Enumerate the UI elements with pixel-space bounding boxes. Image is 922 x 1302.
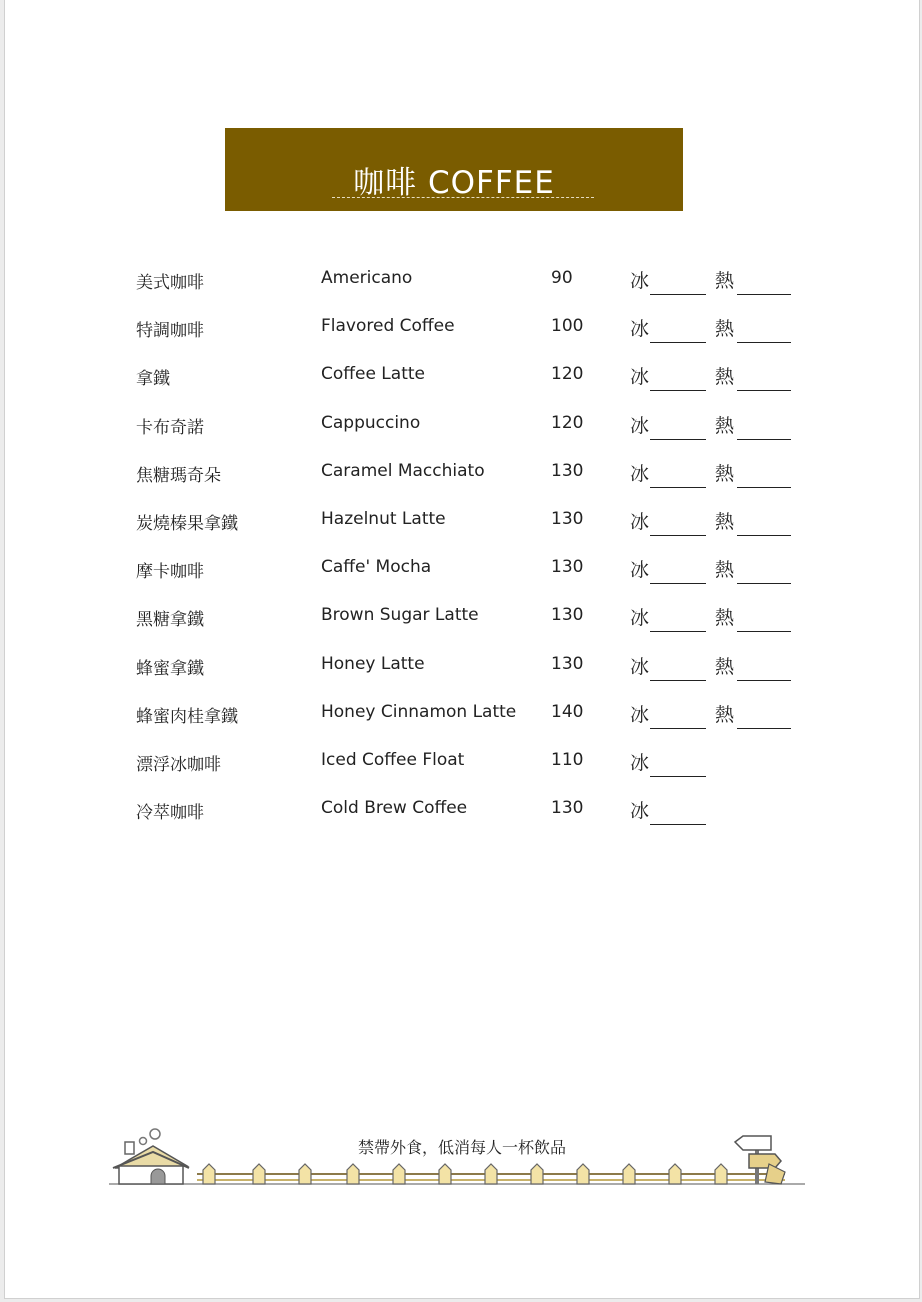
fence-post (715, 1164, 727, 1184)
fence-post (439, 1164, 451, 1184)
menu-item (5, 692, 919, 732)
item-name-en: Coffee Latte (321, 364, 425, 385)
title-banner (225, 128, 683, 211)
item-name-en: Honey Cinnamon Latte (321, 701, 517, 722)
menu-item (5, 499, 919, 539)
ice-quantity-field[interactable] (650, 439, 706, 440)
menu-item (5, 547, 919, 587)
item-name-zh: 特調咖啡 (136, 321, 204, 342)
ice-label: 冰 (630, 559, 650, 582)
ice-label: 冰 (630, 511, 650, 533)
ice-quantity-field[interactable] (650, 776, 706, 777)
item-name-zh: 焦糖瑪奇朵 (136, 465, 221, 486)
ice-label: 冰 (630, 318, 650, 341)
item-name-en: Iced Coffee Float (321, 750, 465, 770)
hot-quantity-field[interactable] (737, 680, 791, 681)
menu-item (5, 403, 919, 443)
item-price: 130 (551, 509, 584, 529)
item-name-zh: 黑糖拿鐵 (136, 610, 204, 631)
item-price: 90 (551, 268, 573, 288)
item-price: 130 (551, 653, 584, 674)
ice-label: 冰 (630, 752, 650, 774)
item-name-zh: 蜂蜜肉桂拿鐵 (136, 706, 238, 727)
item-name-en: Caffe' Mocha (321, 557, 432, 578)
menu-item (5, 595, 919, 635)
item-price: 120 (551, 364, 584, 385)
fence-decoration (109, 1124, 809, 1194)
page-title: 咖啡 COFFEE (353, 165, 555, 201)
hot-quantity-field[interactable] (737, 728, 791, 729)
ice-quantity-field[interactable] (650, 342, 706, 343)
ice-label: 冰 (630, 655, 650, 678)
item-name-zh: 蜂蜜拿鐵 (136, 658, 204, 679)
hot-label: 熱 (715, 366, 735, 389)
fence-post (623, 1164, 635, 1184)
hot-quantity-field[interactable] (737, 439, 791, 440)
item-price: 130 (551, 557, 584, 578)
hot-quantity-field[interactable] (737, 487, 791, 488)
ice-label: 冰 (630, 703, 650, 726)
fence-post (347, 1164, 359, 1184)
hot-label: 熱 (715, 462, 735, 485)
ice-label: 冰 (630, 414, 650, 437)
ice-label: 冰 (630, 607, 650, 630)
item-price: 130 (551, 460, 584, 481)
fence-post (203, 1164, 215, 1184)
item-price: 140 (551, 701, 584, 722)
item-price: 120 (551, 412, 584, 433)
item-name-en: Americano (321, 268, 413, 288)
ice-quantity-field[interactable] (650, 728, 706, 729)
item-price: 110 (551, 750, 584, 770)
menu-item (5, 740, 919, 780)
title-underline (332, 197, 594, 198)
hot-label: 熱 (715, 559, 735, 582)
item-name-en: Brown Sugar Latte (321, 605, 479, 626)
hot-label: 熱 (715, 318, 735, 341)
fence-post (577, 1164, 589, 1184)
item-name-zh: 卡布奇諾 (136, 417, 204, 438)
menu-item (5, 306, 919, 346)
hot-label: 熱 (715, 511, 735, 533)
ice-quantity-field[interactable] (650, 824, 706, 825)
hot-label: 熱 (715, 270, 735, 292)
signpost-icon (735, 1136, 785, 1184)
menu-page (4, 0, 920, 1299)
menu-item (5, 258, 919, 298)
ice-label: 冰 (630, 462, 650, 485)
fence-post (393, 1164, 405, 1184)
item-name-zh: 拿鐵 (136, 369, 170, 390)
hot-label: 熱 (715, 607, 735, 630)
house-icon (113, 1129, 189, 1184)
item-name-zh: 冷萃咖啡 (136, 803, 204, 824)
item-name-zh: 炭燒榛果拿鐵 (136, 514, 238, 534)
item-name-en: Cappuccino (321, 412, 421, 433)
fence-post (531, 1164, 543, 1184)
hot-label: 熱 (715, 655, 735, 678)
hot-quantity-field[interactable] (737, 390, 791, 391)
item-price: 130 (551, 605, 584, 626)
ice-quantity-field[interactable] (650, 487, 706, 488)
item-name-en: Hazelnut Latte (321, 509, 446, 529)
ice-quantity-field[interactable] (650, 631, 706, 632)
hot-quantity-field[interactable] (737, 631, 791, 632)
item-name-zh: 美式咖啡 (136, 273, 204, 293)
menu-item (5, 644, 919, 684)
ice-quantity-field[interactable] (650, 680, 706, 681)
item-name-zh: 漂浮冰咖啡 (136, 755, 221, 775)
hot-label: 熱 (715, 414, 735, 437)
hot-label: 熱 (715, 703, 735, 726)
ice-label: 冰 (630, 800, 650, 823)
hot-quantity-field[interactable] (737, 535, 791, 536)
item-name-en: Flavored Coffee (321, 316, 455, 337)
menu-item (5, 788, 919, 828)
item-name-zh: 摩卡咖啡 (136, 562, 204, 583)
ice-quantity-field[interactable] (650, 294, 706, 295)
hot-quantity-field[interactable] (737, 294, 791, 295)
ice-label: 冰 (630, 270, 650, 292)
fence-post (485, 1164, 497, 1184)
item-name-en: Honey Latte (321, 653, 425, 674)
ice-quantity-field[interactable] (650, 390, 706, 391)
item-price: 130 (551, 798, 584, 819)
item-price: 100 (551, 316, 584, 337)
item-name-en: Caramel Macchiato (321, 460, 485, 481)
item-name-en: Cold Brew Coffee (321, 798, 468, 819)
ice-label: 冰 (630, 366, 650, 389)
ice-quantity-field[interactable] (650, 535, 706, 536)
fence-post (253, 1164, 265, 1184)
fence-post (669, 1164, 681, 1184)
menu-item (5, 451, 919, 491)
ice-quantity-field[interactable] (650, 583, 706, 584)
menu-item (5, 354, 919, 394)
hot-quantity-field[interactable] (737, 342, 791, 343)
fence-post (299, 1164, 311, 1184)
hot-quantity-field[interactable] (737, 583, 791, 584)
footer-notice: 禁帶外食，低消每人一杯飲品 (357, 1138, 566, 1157)
